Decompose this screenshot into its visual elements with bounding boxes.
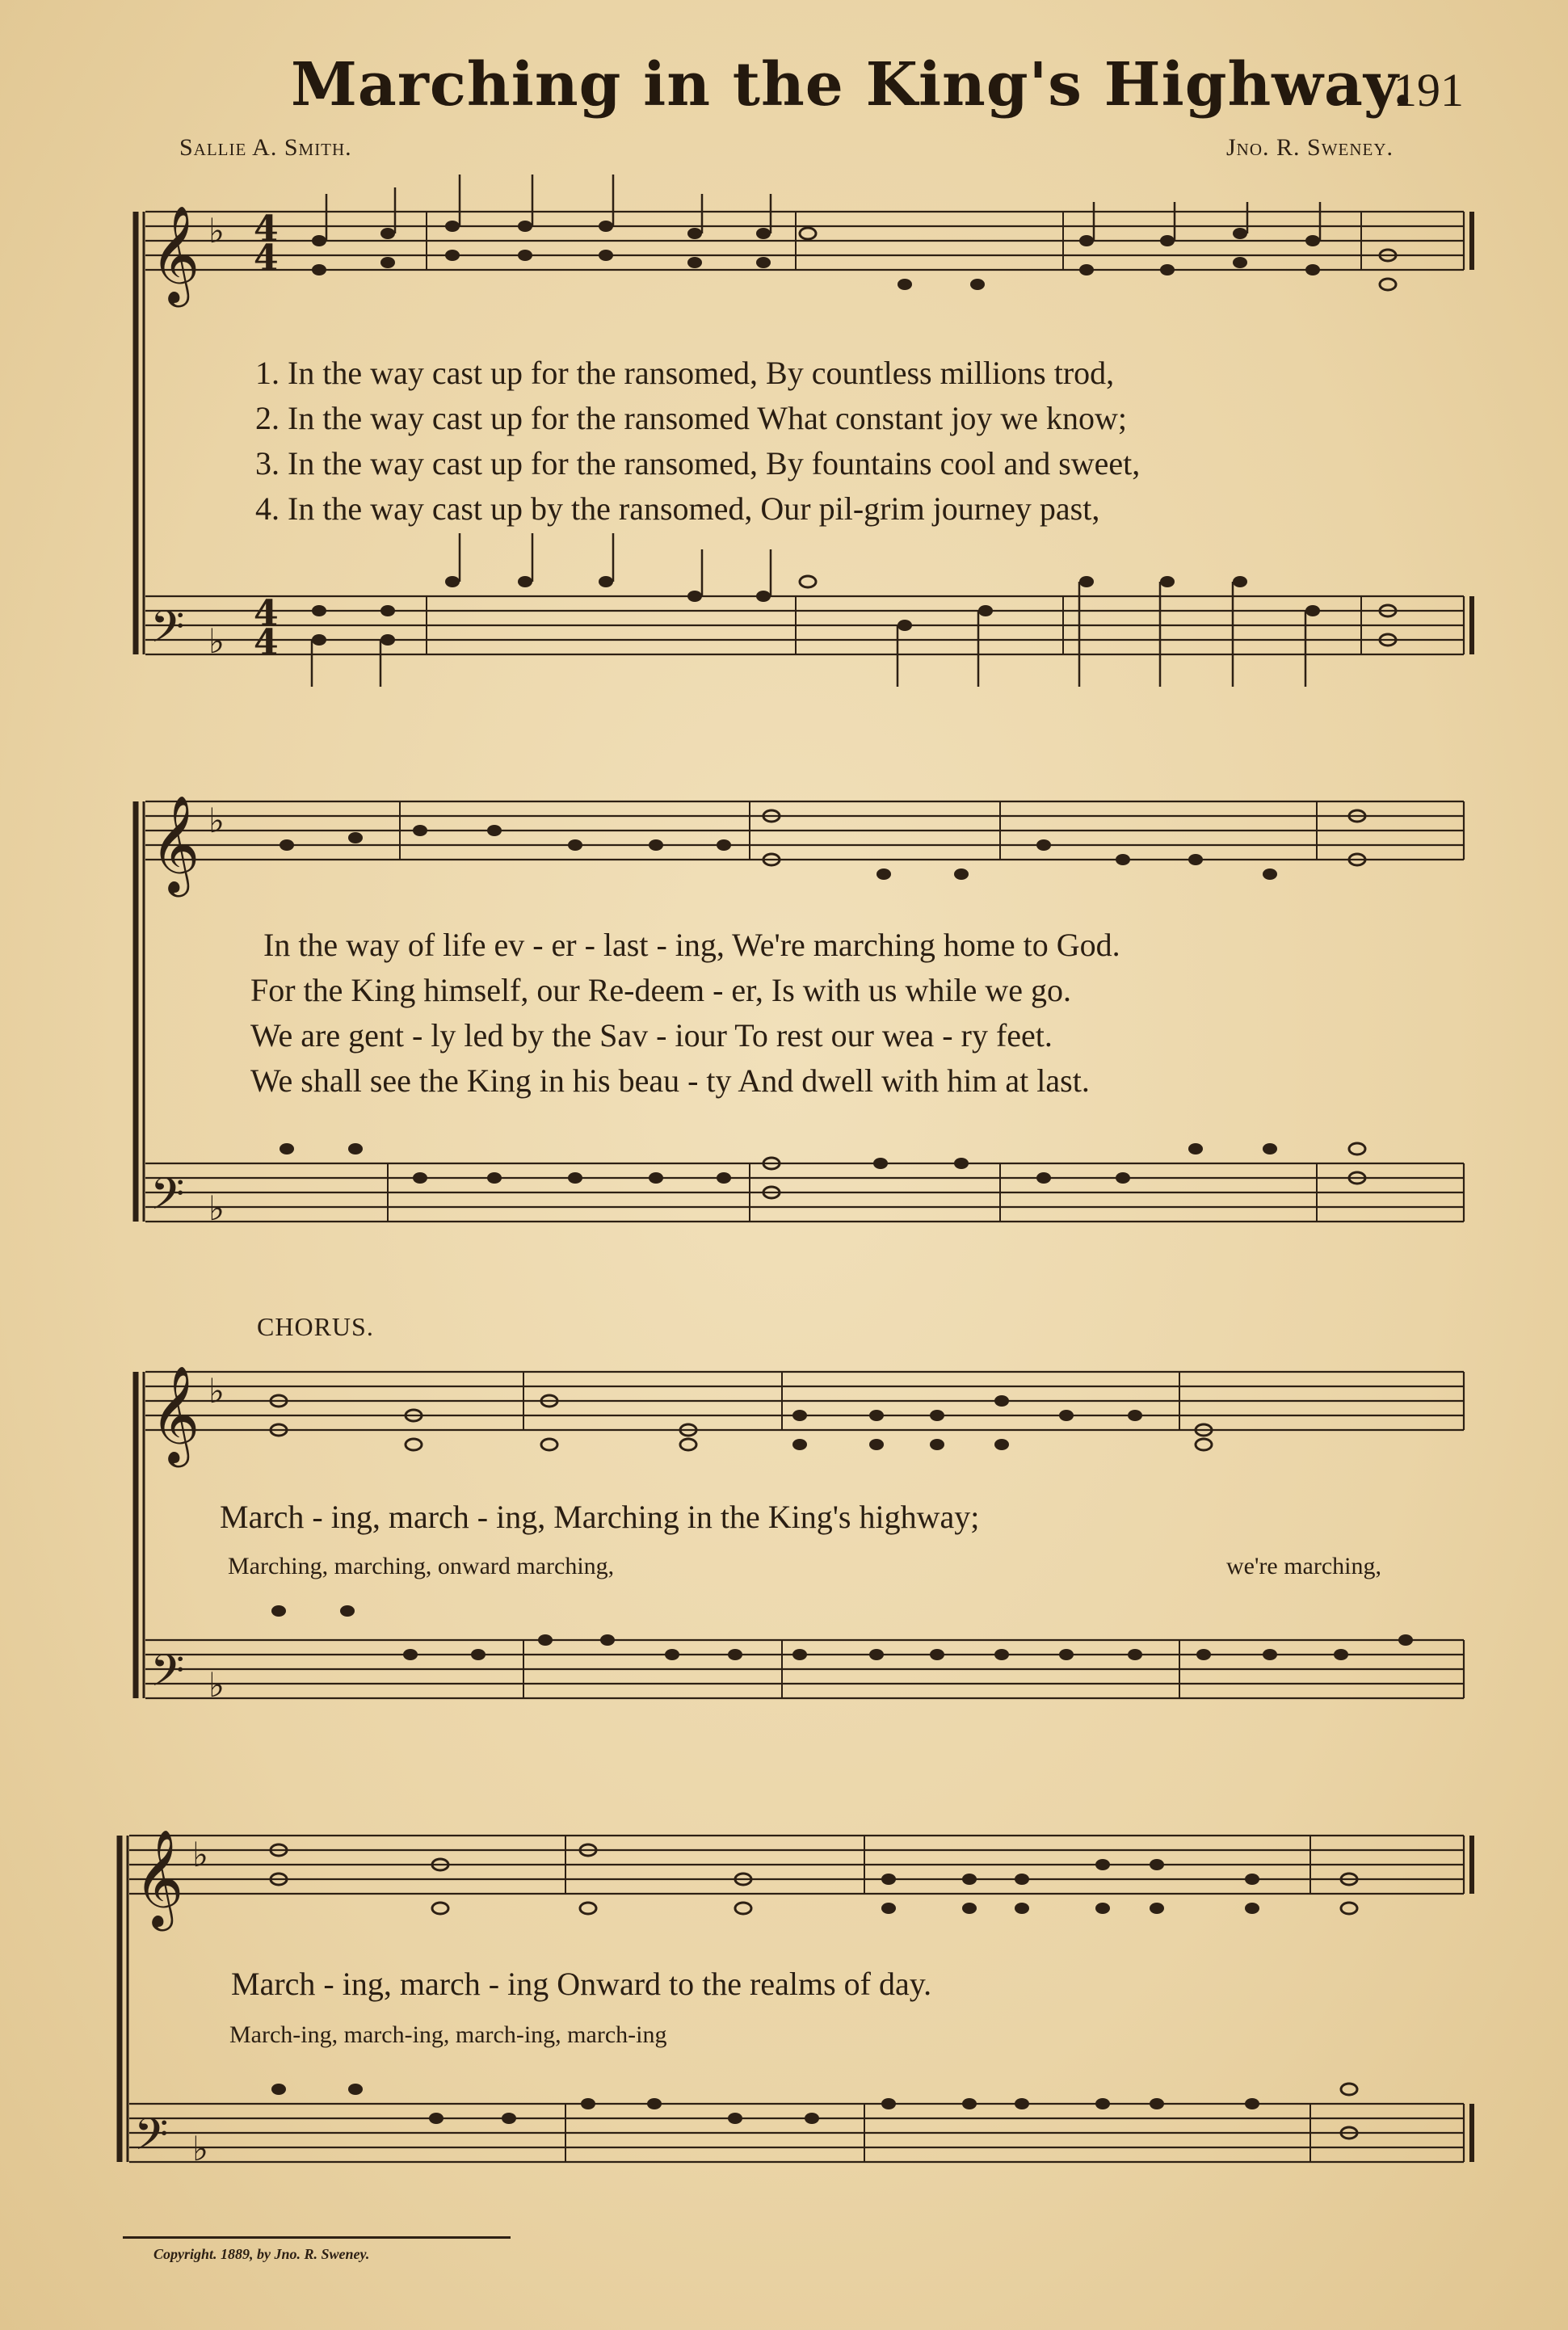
verse-number: 1. [255,355,280,391]
svg-text:♭: ♭ [208,1371,225,1411]
svg-text:4: 4 [254,622,279,663]
verse-text: In the way cast up by the ransomed, Our pil-grim journey past, [288,490,1100,527]
copyright-notice: Copyright. 1889, by Jno. R. Sweney. [153,2246,370,2262]
system4-treble-staff [129,1836,1464,1894]
verse-line [255,490,1099,528]
chorus-line-2: March - ing, march - ing Onward to the realms of day. [231,1966,932,2002]
svg-text:𝄢: 𝄢 [150,601,185,663]
verse-line [255,354,1114,392]
footer-rule [123,2236,511,2239]
verse-line: We are gent - ly led by the Sav - iour To rest our wea - ry feet. [250,1017,1053,1054]
verse-line: In the way of life ev - er - last - ing, We're marching home to God. [263,927,1120,963]
system2-treble-staff [145,801,1464,860]
system2-bass-staff [145,1163,1464,1222]
svg-text:𝄞: 𝄞 [150,794,200,893]
svg-text:♭: ♭ [192,1835,208,1874]
chorus-bass-text-1: Marching, marching, onward marching, [228,1553,615,1579]
verse-number: 3. [255,445,280,482]
author-credit: Sallie A. Smith. [179,134,352,161]
system4-bass-staff [129,2104,1464,2162]
chorus-bass-text-1-end: we're marching, [1226,1553,1381,1579]
svg-text:𝄞: 𝄞 [150,204,200,303]
verse-text: In the way cast up for the ransomed, By fountains cool and sweet, [288,445,1141,482]
svg-text:𝄞: 𝄞 [134,1828,184,1927]
verse-line: We shall see the King in his beau - ty And dwell with him at last. [250,1062,1090,1099]
verse-number: 2. [255,400,280,436]
svg-text:♭: ♭ [208,801,225,840]
svg-text:𝄞: 𝄞 [150,1365,200,1463]
system3-bass-staff [145,1640,1464,1698]
svg-text:♭: ♭ [208,621,225,661]
page-number: 191 [1394,64,1464,116]
svg-text:4: 4 [254,208,279,250]
verse-text: In the way cast up for the ransomed, By countless millions trod, [288,355,1115,391]
verse-line [255,399,1127,437]
system3-treble-staff [145,1372,1464,1430]
svg-text:4: 4 [254,593,279,634]
system1-bass-staff [145,596,1464,654]
verse-number: 4. [255,490,280,527]
svg-text:𝄢: 𝄢 [150,1168,185,1230]
hymn-title: Marching in the King's Highway. [291,50,1415,120]
chorus-line-1: March - ing, march - ing, Marching in the King's highway; [220,1499,980,1535]
system1-treble-staff [145,212,1464,270]
svg-text:𝄢: 𝄢 [134,2109,169,2171]
svg-text:♭: ♭ [208,1665,225,1705]
verse-text: In the way cast up for the ransomed What constant joy we know; [288,400,1127,436]
verse-line [255,444,1140,482]
svg-text:𝄢: 𝄢 [150,1645,185,1707]
chorus-label: CHORUS. [257,1312,374,1341]
composer-credit: Jno. R. Sweney. [1226,134,1394,161]
svg-text:4: 4 [254,238,279,279]
verse-line: For the King himself, our Re-deem - er, Is with us while we go. [250,972,1071,1008]
chorus-bass-text-2: March-ing, march-ing, march-ing, march-ing [229,2021,667,2048]
svg-text:♭: ♭ [208,1188,225,1228]
svg-text:♭: ♭ [192,2129,208,2168]
svg-text:♭: ♭ [208,211,225,250]
